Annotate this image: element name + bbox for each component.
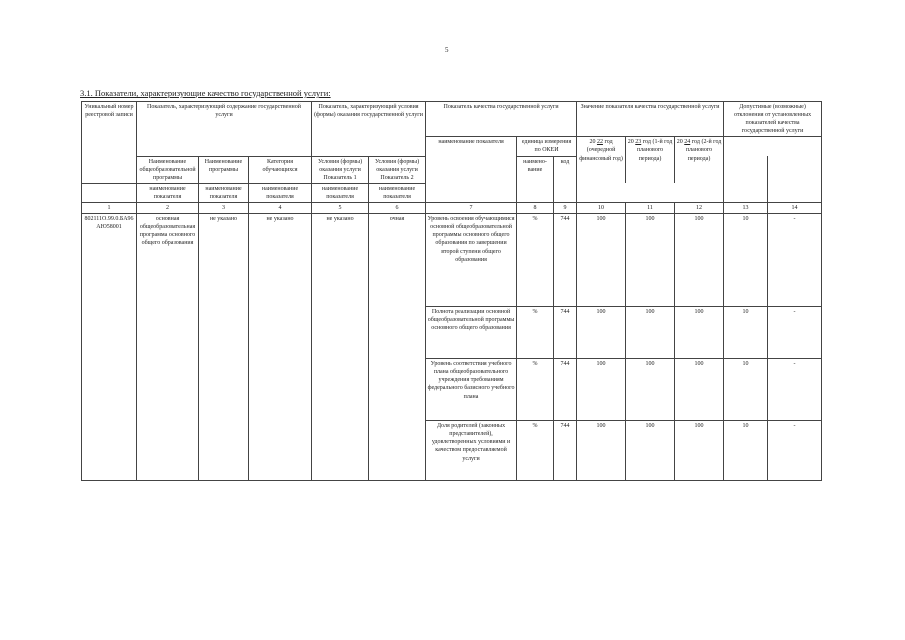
header-unique-number: Уникальный номер реестровой записи bbox=[82, 102, 137, 157]
record-cond-2: очная bbox=[369, 214, 426, 481]
indicator-name: Доля родителей (законных представителей), удовлетворенных условиями и качеством предоставляемой услуги bbox=[426, 421, 517, 481]
header-year-2-spacer bbox=[768, 156, 822, 202]
indicator-value-2: 100 bbox=[626, 214, 675, 307]
col-num: 6 bbox=[369, 203, 426, 214]
header-unique-spacer-2 bbox=[82, 183, 137, 202]
col-num: 7 bbox=[426, 203, 517, 214]
indicator-value-3: 100 bbox=[675, 421, 724, 481]
record-naimen: не указано bbox=[199, 214, 249, 481]
col-num: 11 bbox=[626, 203, 675, 214]
header-year-1 bbox=[577, 137, 626, 183]
page-number: 5 bbox=[445, 46, 449, 54]
col-num: 5 bbox=[312, 203, 369, 214]
name-indicator-5: наименование показателя bbox=[369, 183, 426, 202]
col-num: 1 bbox=[82, 203, 137, 214]
header-cond-1: Условия (формы) оказания услуги Показатель 1 bbox=[312, 156, 369, 183]
year1-suffix: год (очередной финансовый год) bbox=[579, 139, 623, 162]
name-indicator-2: наименование показателя bbox=[199, 183, 249, 202]
indicator-value-3: 100 bbox=[675, 307, 724, 359]
header-program: Наименование общеобразовательной программы bbox=[137, 156, 199, 183]
year3-number: 24 bbox=[684, 139, 691, 146]
quality-indicators-table bbox=[81, 101, 822, 481]
indicator-value-2: 100 bbox=[626, 359, 675, 421]
name-indicator-3: наименование показателя bbox=[249, 183, 312, 202]
indicator-percent: 10 bbox=[724, 307, 768, 359]
indicator-code: 744 bbox=[554, 307, 577, 359]
record-category: не указано bbox=[249, 214, 312, 481]
header-category: Категория обучающихся bbox=[249, 156, 312, 183]
header-unit-code: код bbox=[554, 156, 577, 202]
table-row bbox=[82, 214, 822, 307]
header-year-3 bbox=[675, 137, 724, 183]
indicator-unit: % bbox=[517, 359, 554, 421]
header-content-indicator: Показатель, характеризующий содержание государственной услуги bbox=[137, 102, 312, 157]
indicator-name: Уровень соответствия учебного плана общеобразовательного учреждения требованиям федерального базисного учебного плана bbox=[426, 359, 517, 421]
name-indicator-4: наименование показателя bbox=[312, 183, 369, 202]
indicator-value-2: 100 bbox=[626, 421, 675, 481]
header-naimen: Наименование программы bbox=[199, 156, 249, 183]
indicator-absolute: - bbox=[768, 421, 822, 481]
year1-number: 22 bbox=[596, 139, 603, 146]
header-indicator-name: наименование показателя bbox=[426, 137, 517, 203]
indicator-value-1: 100 bbox=[577, 421, 626, 481]
indicator-code: 744 bbox=[554, 214, 577, 307]
col-num: 10 bbox=[577, 203, 626, 214]
column-numbers-row bbox=[82, 203, 822, 214]
indicator-unit: % bbox=[517, 214, 554, 307]
header-unit-name: наимено-вание bbox=[517, 156, 554, 202]
indicator-absolute: - bbox=[768, 359, 822, 421]
header-cond-2: Условия (формы) оказания услуги Показатель 2 bbox=[369, 156, 426, 183]
name-indicator-1: наименование показателя bbox=[137, 183, 199, 202]
indicator-value-1: 100 bbox=[577, 214, 626, 307]
indicator-value-1: 100 bbox=[577, 307, 626, 359]
year3-suffix: год (2-й год планового периода) bbox=[685, 139, 722, 162]
col-num: 2 bbox=[137, 203, 199, 214]
header-year-2 bbox=[626, 137, 675, 183]
indicator-absolute: - bbox=[768, 307, 822, 359]
year2-prefix: 20 bbox=[627, 139, 634, 146]
section-title: 3.1. Показатели, характеризующие качество государственной услуги: bbox=[80, 88, 331, 98]
indicator-name: Полнота реализации основной общеобразовательной программы основного общего образования bbox=[426, 307, 517, 359]
indicator-percent: 10 bbox=[724, 359, 768, 421]
record-program: основная общеобразовательная программа основного общего образования bbox=[137, 214, 199, 481]
indicator-absolute: - bbox=[768, 214, 822, 307]
indicator-percent: 10 bbox=[724, 421, 768, 481]
header-quality-values: Значение показателя качества государственной услуги bbox=[577, 102, 724, 137]
year2-number: 23 bbox=[635, 139, 642, 146]
col-num: 3 bbox=[199, 203, 249, 214]
indicator-percent: 10 bbox=[724, 214, 768, 307]
indicator-code: 744 bbox=[554, 359, 577, 421]
indicator-value-3: 100 bbox=[675, 359, 724, 421]
col-num: 4 bbox=[249, 203, 312, 214]
year2-suffix: год (1-й год планового периода) bbox=[636, 139, 673, 162]
header-deviations-spacer bbox=[724, 137, 822, 156]
col-num: 8 bbox=[517, 203, 554, 214]
header-deviations: Допустимые (возможные) отклонения от установленных показателей качества государственной услуги bbox=[724, 102, 822, 137]
indicator-value-1: 100 bbox=[577, 359, 626, 421]
header-unit: единица измерения по ОКЕИ bbox=[517, 137, 577, 156]
indicator-value-3: 100 bbox=[675, 214, 724, 307]
indicator-unit: % bbox=[517, 307, 554, 359]
record-cond-1: не указано bbox=[312, 214, 369, 481]
header-unique-spacer bbox=[82, 156, 137, 183]
col-num: 14 bbox=[768, 203, 822, 214]
indicator-value-2: 100 bbox=[626, 307, 675, 359]
header-year-1-spacer bbox=[724, 156, 768, 202]
col-num: 13 bbox=[724, 203, 768, 214]
col-num: 9 bbox=[554, 203, 577, 214]
header-conditions-indicator: Показатель, характеризующий условия (формы) оказания государственной услуги bbox=[312, 102, 426, 157]
indicator-code: 744 bbox=[554, 421, 577, 481]
col-num: 12 bbox=[675, 203, 724, 214]
header-quality-indicator: Показатель качества государственной услуги bbox=[426, 102, 577, 137]
record-number: 802111О.99.0.БА96АЮ58001 bbox=[82, 214, 137, 481]
indicator-name: Уровень освоения обучающимися основной общеобразовательной программы основного общего образования по завершении второй ступени общего образования bbox=[426, 214, 517, 307]
indicator-unit: % bbox=[517, 421, 554, 481]
year1-prefix: 20 bbox=[589, 139, 596, 146]
year3-prefix: 20 bbox=[676, 139, 683, 146]
